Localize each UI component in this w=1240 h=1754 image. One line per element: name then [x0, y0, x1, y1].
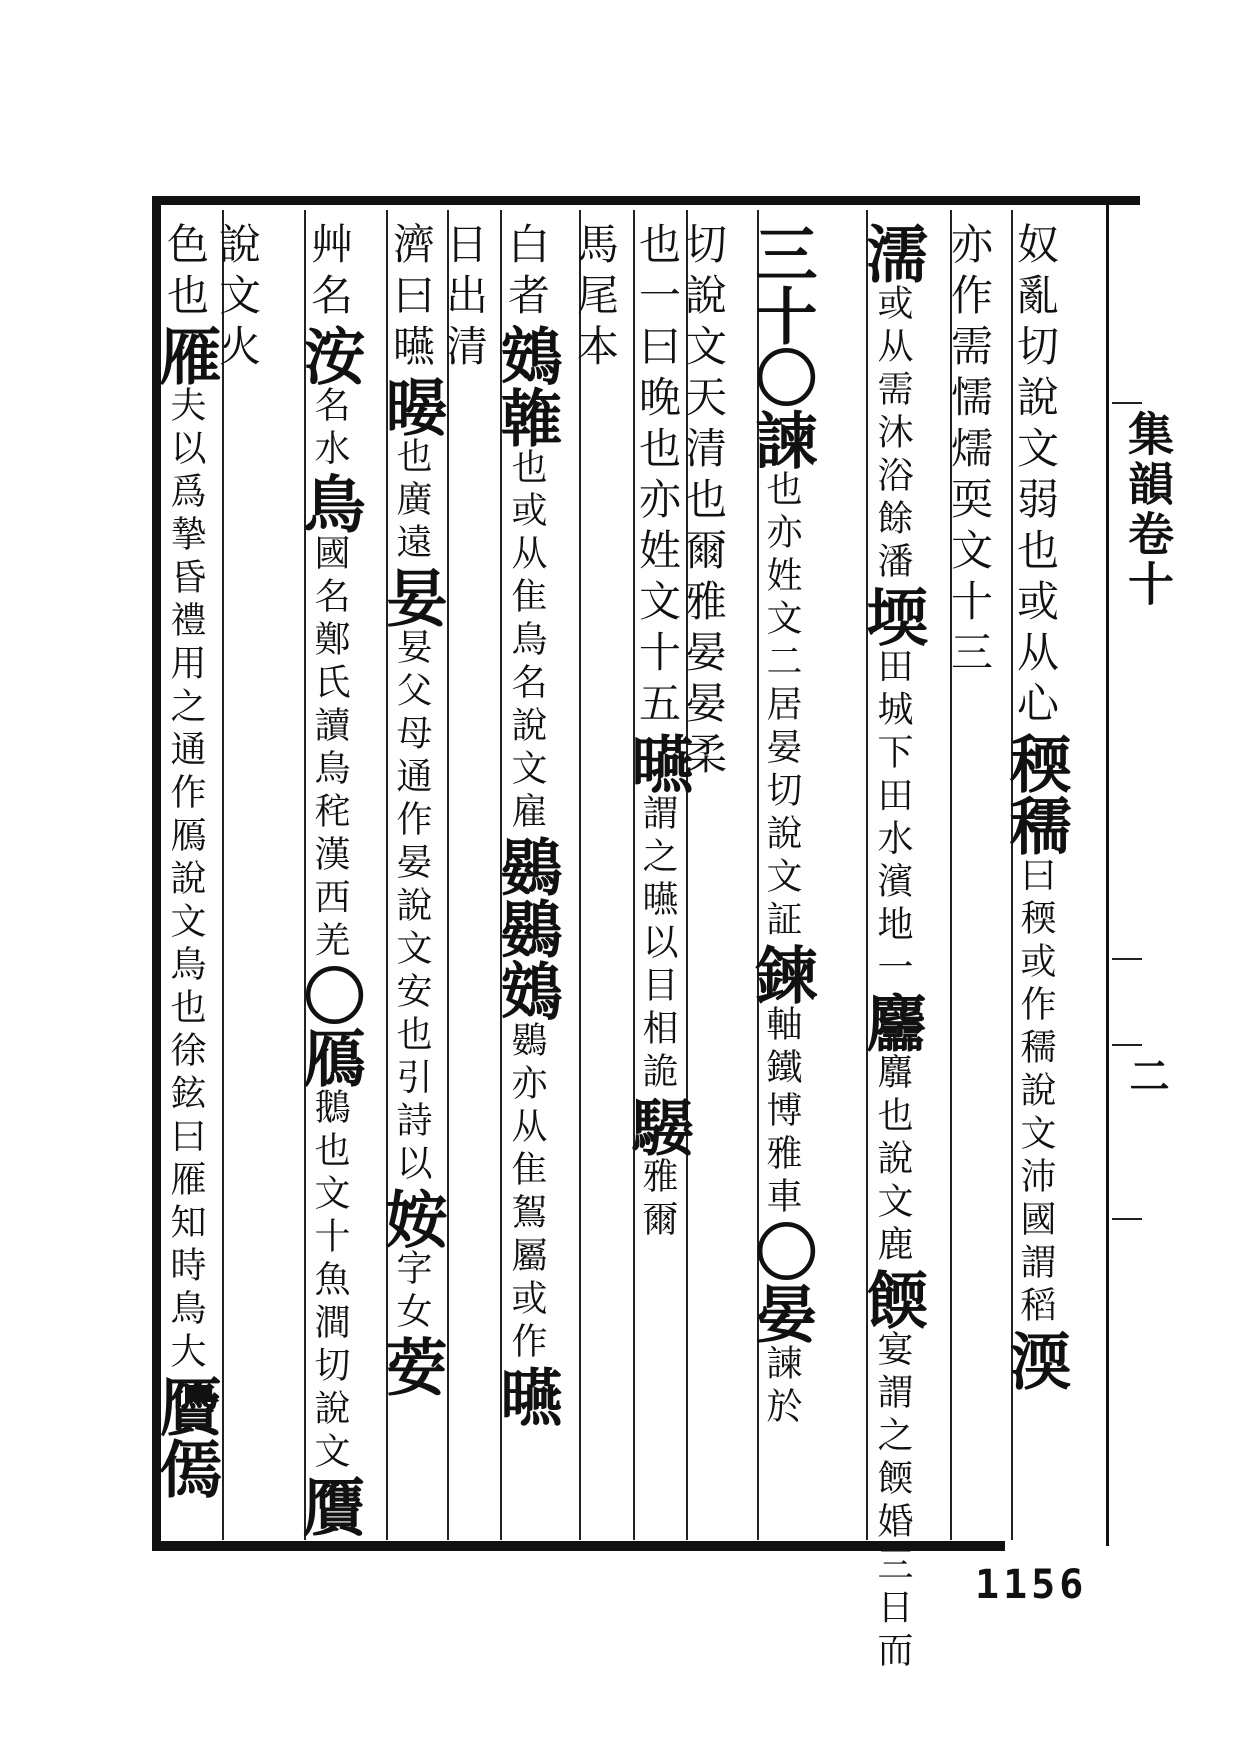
headword: 鴳雗 — [490, 324, 563, 448]
margin-folio: 二 — [1123, 1055, 1170, 1095]
annotation-line: 婚三日而 — [872, 1502, 913, 1674]
annotation-line: 田城下田 — [872, 647, 913, 819]
margin-divider — [1112, 1044, 1142, 1046]
headword: 穤 — [999, 794, 1072, 856]
text-column — [621, 222, 694, 1243]
headword: 麢 — [856, 991, 929, 1053]
annotation-line: 字 — [391, 1249, 432, 1292]
headword: 贋 — [293, 1475, 366, 1537]
headword: 稬 — [999, 732, 1072, 794]
headword: 暥 — [375, 375, 448, 437]
annotation-line: 鳥秺漢西羌 — [309, 749, 350, 964]
annotation-line: 名 — [309, 386, 350, 429]
gloss-text: 切說文天清也爾雅晏晏柔 — [679, 222, 728, 783]
text-column — [679, 222, 728, 783]
gloss-text: 奴亂切說文弱也或从心 — [1011, 222, 1060, 732]
headword: 騴 — [621, 1095, 694, 1157]
headword: 雁 — [149, 324, 222, 386]
gloss-text: 濟曰曣 — [387, 222, 436, 375]
annotation-line: 廣遠 — [391, 480, 432, 566]
headword: 洝 — [293, 324, 366, 386]
headword: 鷃鷃鴳 — [490, 835, 563, 1021]
annotation-line: 居晏切說文証 — [761, 685, 802, 943]
annotation-line: 也亦姓文二 — [761, 470, 802, 685]
annotation-pair — [309, 534, 350, 964]
text-column — [375, 222, 448, 1397]
gloss-text: 亦作需懦燸耎文十三 — [945, 222, 994, 681]
annotation-line: 說文鳥也徐鉉曰雁知時鳥大 — [165, 859, 206, 1375]
annotation-line: 沐浴餘潘 — [872, 413, 913, 585]
annotation-line: 夫以爲摯昏禮用之通作鴈 — [165, 386, 206, 859]
text-column — [293, 222, 366, 1537]
headword: 曣 — [621, 732, 694, 794]
headword: 濡 — [856, 222, 929, 284]
annotation-line: 於 — [761, 1387, 802, 1430]
gloss-text: 日出清 — [440, 222, 489, 375]
annotation-line: 國名鄭氏讀 — [309, 534, 350, 749]
annotation-pair — [391, 628, 432, 1187]
text-column — [149, 222, 222, 1499]
text-column — [213, 222, 262, 375]
headword: 妟 — [375, 566, 448, 628]
text-column — [440, 222, 489, 375]
gloss-text: 說文火 — [213, 222, 262, 375]
headword: 三十〇諫 — [745, 222, 818, 470]
annotation-line: 水 — [309, 429, 350, 472]
gloss-text: 白者 — [502, 222, 551, 324]
annotation-pair — [637, 1157, 678, 1243]
text-column — [945, 222, 994, 681]
text-column — [745, 222, 818, 1430]
text-column — [490, 222, 563, 1427]
text-column — [571, 222, 620, 375]
headword: 〇晏 — [745, 1220, 818, 1344]
annotation-line: 宴謂之餪 — [872, 1330, 913, 1502]
annotation-pair — [391, 1249, 432, 1335]
annotation-pair — [872, 1053, 913, 1268]
text-column — [856, 222, 929, 1674]
annotation-line: 以目相詭 — [637, 923, 678, 1095]
annotation-pair — [761, 1344, 802, 1430]
annotation-pair — [637, 794, 678, 1095]
headword: 鳥 — [293, 472, 366, 534]
headword: 〇鴈 — [293, 964, 366, 1088]
margin-title: 集韻卷十 — [1121, 410, 1175, 610]
margin-divider — [1112, 402, 1142, 404]
gloss-text: 馬尾本 — [571, 222, 620, 375]
annotation-line: 諫 — [761, 1344, 802, 1387]
annotation-line: 軸鐵 — [761, 1005, 802, 1091]
annotation-line: 雅 — [637, 1157, 678, 1200]
annotation-pair — [506, 448, 547, 835]
headword: 餪 — [856, 1268, 929, 1330]
annotation-line: 女 — [391, 1292, 432, 1335]
page-frame-top — [158, 196, 1140, 205]
text-column — [999, 222, 1072, 1391]
annotation-pair — [309, 1088, 350, 1475]
annotation-pair — [165, 386, 206, 1375]
annotation-line: 爾 — [637, 1200, 678, 1243]
annotation-line: 鴽屬或作 — [506, 1193, 547, 1365]
annotation-line: 也或从隹 — [506, 448, 547, 620]
annotation-line: 鳥名說文雇 — [506, 620, 547, 835]
annotation-pair — [761, 470, 802, 943]
column-rule — [579, 210, 581, 1540]
annotation-line: 博雅車 — [761, 1091, 802, 1220]
headword: 贗傿 — [149, 1375, 222, 1499]
annotation-line: 鵝也文十 — [309, 1088, 350, 1260]
headword: 曣 — [490, 1365, 563, 1427]
column-rule — [222, 210, 224, 1540]
margin-divider — [1112, 958, 1142, 960]
annotation-pair — [761, 1005, 802, 1220]
annotation-line: 水濱地一 — [872, 819, 913, 991]
annotation-line: 曰稬或作穤 — [1015, 856, 1056, 1071]
annotation-pair — [1015, 856, 1056, 1329]
headword: 鍊 — [745, 943, 818, 1005]
annotation-line: 說文安也引詩以 — [391, 886, 432, 1187]
margin-divider — [1112, 1218, 1142, 1220]
annotation-pair — [506, 1021, 547, 1365]
gloss-text: 色也 — [161, 222, 210, 324]
page-frame-right — [1106, 196, 1109, 1546]
annotation-pair — [872, 284, 913, 585]
annotation-line: 魚澗切說文 — [309, 1260, 350, 1475]
annotation-line: 也 — [391, 437, 432, 480]
annotation-line: 謂之曣 — [637, 794, 678, 923]
annotation-line: 妟父母通作晏 — [391, 628, 432, 886]
annotation-line: 麛也 — [872, 1053, 913, 1139]
gloss-text: 艸名 — [305, 222, 354, 324]
headword: 渜 — [999, 1329, 1072, 1391]
annotation-line: 說文鹿 — [872, 1139, 913, 1268]
headword: 姲 — [375, 1187, 448, 1249]
annotation-line: 鷃亦从隹 — [506, 1021, 547, 1193]
annotation-line: 說文沛國謂稻 — [1015, 1071, 1056, 1329]
annotation-pair — [872, 647, 913, 991]
annotation-line: 或从需 — [872, 284, 913, 413]
headword: 荌 — [375, 1335, 448, 1397]
headword: 堧 — [856, 585, 929, 647]
annotation-pair — [872, 1330, 913, 1674]
annotation-pair — [391, 437, 432, 566]
gloss-text: 也一曰晚也亦姓文十五 — [633, 222, 682, 732]
annotation-pair — [309, 386, 350, 472]
page-number: 1156 — [975, 1562, 1088, 1608]
